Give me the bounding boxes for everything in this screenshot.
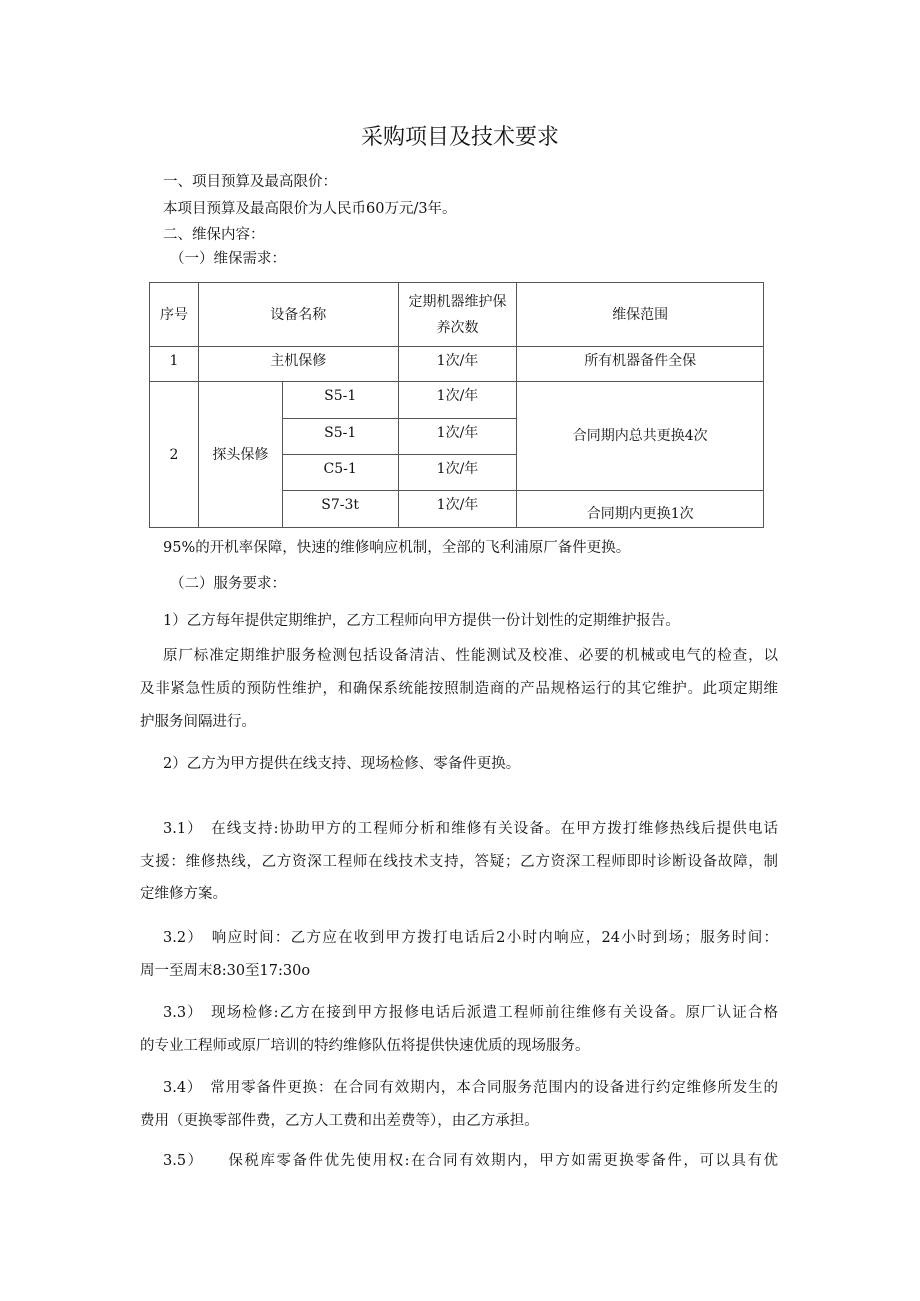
paragraph-3-5-line: 3.5） 保税库零备件优先使用权:在合同有效期内，甲方如需更换零备件，可以具有优 (163, 1153, 778, 1169)
paragraph-2: 2）乙方为甲方提供在线支持、现场检修、零备件更换。 (163, 756, 521, 772)
paragraph-1b-line: 及非紧急性质的预防性维护，和确保系统能按照制造商的产品规格运行的其它维护。此项定期维 (140, 681, 778, 697)
row2-name: 探头保修 (198, 382, 282, 528)
paragraph-3-2-line: 3.2） 响应时间：乙方应在收到甲方拨打电话后2小时内响应，24小时到场；服务时间： (163, 930, 778, 946)
probe-model: S7-3t (282, 491, 398, 528)
row1-no: 1 (150, 347, 199, 382)
probe-scope-last: 合同期内更换1次 (517, 491, 764, 528)
row1-name: 主机保修 (198, 347, 398, 382)
page-title: 采购项目及技术要求 (360, 125, 559, 150)
probe-freq: 1次/年 (398, 382, 517, 419)
probe-scope-group: 合同期内总共更换4次 (517, 382, 764, 491)
table-row (150, 382, 764, 419)
paragraph-3-1-line: 定维修方案。 (140, 886, 227, 902)
maintenance-table (149, 282, 764, 528)
paragraph-1b-line: 原厂标准定期维护服务检测包括设备清洁、性能测试及校准、必要的机械或电气的检查，以 (163, 648, 778, 664)
paragraph-3-3-line: 3.3） 现场检修:乙方在接到甲方报修电话后派遣工程师前往维修有关设备。原厂认证合格 (163, 1005, 778, 1021)
paragraph-3-4-line: 费用（更换零部件费，乙方人工费和出差费等），由乙方承担。 (140, 1113, 539, 1129)
row2-no: 2 (150, 382, 199, 528)
probe-model: C5-1 (282, 455, 398, 491)
paragraph-3-3-line: 的专业工程师或原厂培训的特约维修队伍将提供快速优质的现场服务。 (140, 1038, 590, 1054)
paragraph-1: 1）乙方每年提供定期维护，乙方工程师向甲方提供一份计划性的定期维护报告。 (163, 613, 680, 629)
budget-text: 本项目预算及最高限价为人民币60万元/3年。 (163, 201, 457, 217)
paragraph-3-1-line: 3.1） 在线支持:协助甲方的工程师分析和维修有关设备。在甲方拨打维修热线后提供电话 (163, 821, 778, 837)
probe-model: S5-1 (282, 419, 398, 455)
uptime-note: 95%的开机率保障，快速的维修响应机制，全部的飞利浦原厂备件更换。 (163, 540, 631, 556)
section2-heading: 二、维保内容： (163, 227, 265, 243)
table-row (150, 347, 764, 382)
header-freq-line2: 养次数 (436, 319, 479, 336)
probe-model: S5-1 (282, 382, 398, 419)
table-header-row (150, 283, 764, 347)
paragraph-3-1-line: 支援：维修热线，乙方资深工程师在线技术支持，答疑；乙方资深工程师即时诊断设备故障，制 (140, 854, 778, 870)
header-no: 序号 (150, 283, 199, 347)
probe-freq: 1次/年 (398, 491, 517, 528)
subsection2-heading: （二）服务要求： (170, 576, 286, 592)
paragraph-3-4-line: 3.4） 常用零备件更换：在合同有效期内，本合同服务范围内的设备进行约定维修所发生的 (163, 1080, 778, 1096)
section1-heading: 一、项目预算及最高限价： (163, 174, 337, 190)
paragraph-3-2-line: 周一至周末8:30至17:30o (140, 963, 311, 979)
header-freq (398, 283, 517, 347)
probe-freq: 1次/年 (398, 455, 517, 491)
header-scope: 维保范围 (517, 283, 764, 347)
paragraph-1b-line: 护服务间隔进行。 (140, 714, 256, 730)
header-freq-line1: 定期机器维护保 (408, 293, 507, 310)
subsection1-heading: （一）维保需求： (170, 251, 286, 267)
header-name: 设备名称 (198, 283, 398, 347)
row1-scope: 所有机器备件全保 (517, 347, 764, 382)
row1-freq: 1次/年 (398, 347, 517, 382)
probe-freq: 1次/年 (398, 419, 517, 455)
